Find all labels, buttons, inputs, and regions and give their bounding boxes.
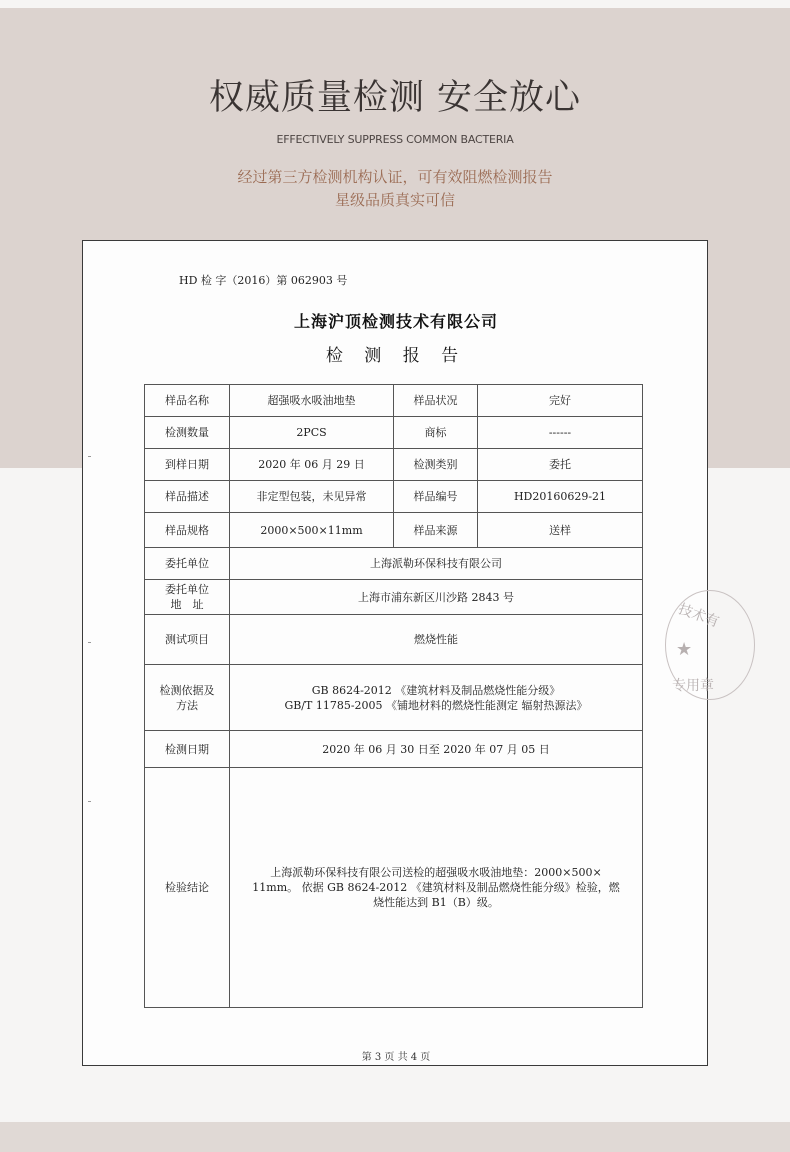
client-address-label-line-1: 委托单位 <box>165 583 209 596</box>
table-row <box>145 417 643 449</box>
conclusion-line-2: 11mm。 依据 GB 8624-2012 《建筑材料及制品燃烧性能分级》检验，燃 <box>252 881 620 894</box>
source-value: 送样 <box>478 513 643 548</box>
report-title: 检 测 报 告 <box>325 346 467 366</box>
brand-value: ------ <box>478 417 643 449</box>
sample-name-value: 超强吸水吸油地垫 <box>230 385 394 417</box>
test-basis-value <box>230 665 643 731</box>
client-address-label-line-2: 地 址 <box>170 598 204 611</box>
quantity-label: 检测数量 <box>145 417 230 449</box>
report-table <box>144 384 643 1008</box>
test-basis-label-line-1: 检测依据及 <box>159 683 215 697</box>
brand-label: 商标 <box>394 417 478 449</box>
quantity-value: 2PCS <box>230 417 394 449</box>
page-title: 权威质量检测 安全放心 <box>208 78 582 118</box>
spec-value: 2000×500×11mm <box>230 513 394 548</box>
table-row <box>145 768 643 1008</box>
table-row <box>145 548 643 580</box>
client-address-value: 上海市浦东新区川沙路 2843 号 <box>230 580 643 615</box>
client-address-label <box>145 580 230 615</box>
table-row <box>145 385 643 417</box>
sample-status-label: 样品状况 <box>394 385 478 417</box>
source-label: 样品来源 <box>394 513 478 548</box>
report-number: HD 检 字（2016）第 062903 号 <box>179 274 348 287</box>
test-report-document <box>82 240 708 1066</box>
conclusion-line-1: 上海派勒环保科技有限公司送检的超强吸水吸油地垫：2000×500× <box>270 866 602 879</box>
table-row <box>145 615 643 665</box>
description-value: 非定型包装，未见异常 <box>230 481 394 513</box>
conclusion-value <box>230 768 643 1008</box>
test-item-label: 测试项目 <box>145 615 230 665</box>
table-row <box>145 513 643 548</box>
scan-mark <box>88 456 91 457</box>
scan-mark <box>88 642 91 643</box>
page-number-footer: 第 3 页 共 4 页 <box>361 1052 431 1063</box>
table-row <box>145 731 643 768</box>
test-date-value: 2020 年 06 月 30 日至 2020 年 07 月 05 日 <box>230 731 643 768</box>
stamp-star-icon: ★ <box>676 639 693 660</box>
sample-number-value: HD20160629-21 <box>478 481 643 513</box>
table-row <box>145 580 643 615</box>
sample-name-label: 样品名称 <box>145 385 230 417</box>
page-description <box>0 166 790 212</box>
description-line-1: 经过第三方检测机构认证，可有效阻燃检测报告 <box>237 168 553 186</box>
footer-band <box>0 1122 790 1152</box>
description-label: 样品描述 <box>145 481 230 513</box>
table-row <box>145 665 643 731</box>
client-value: 上海派勒环保科技有限公司 <box>230 548 643 580</box>
test-item-value: 燃烧性能 <box>230 615 643 665</box>
official-seal-stamp <box>665 590 755 700</box>
description-line-2: 星级品质真实可信 <box>334 191 455 209</box>
test-basis-label-line-2: 方法 <box>176 698 198 712</box>
conclusion-line-3: 烧性能达到 B1（B）级。 <box>373 896 499 909</box>
scan-mark <box>88 801 91 802</box>
arrival-date-value: 2020 年 06 月 29 日 <box>230 449 394 481</box>
test-category-value: 委托 <box>478 449 643 481</box>
test-basis-label <box>145 665 230 731</box>
testing-company-name: 上海沪顶检测技术有限公司 <box>293 312 498 331</box>
client-label: 委托单位 <box>145 548 230 580</box>
table-row <box>145 449 643 481</box>
test-category-label: 检测类别 <box>394 449 478 481</box>
conclusion-label: 检验结论 <box>145 768 230 1008</box>
test-basis-standard-2: GB/T 11785-2005 《铺地材料的燃烧性能测定 辐射热源法》 <box>284 698 588 712</box>
sample-status-value: 完好 <box>478 385 643 417</box>
table-row <box>145 481 643 513</box>
page-subtitle: EFFECTIVELY SUPPRESS COMMON BACTERIA <box>276 133 514 146</box>
spec-label: 样品规格 <box>145 513 230 548</box>
stamp-text-bottom: 专用章 <box>672 678 714 694</box>
arrival-date-label: 到样日期 <box>145 449 230 481</box>
sample-number-label: 样品编号 <box>394 481 478 513</box>
test-basis-standard-1: GB 8624-2012 《建筑材料及制品燃烧性能分级》 <box>311 683 561 697</box>
stamp-text-top: 技术有 <box>676 601 722 631</box>
test-date-label: 检测日期 <box>145 731 230 768</box>
